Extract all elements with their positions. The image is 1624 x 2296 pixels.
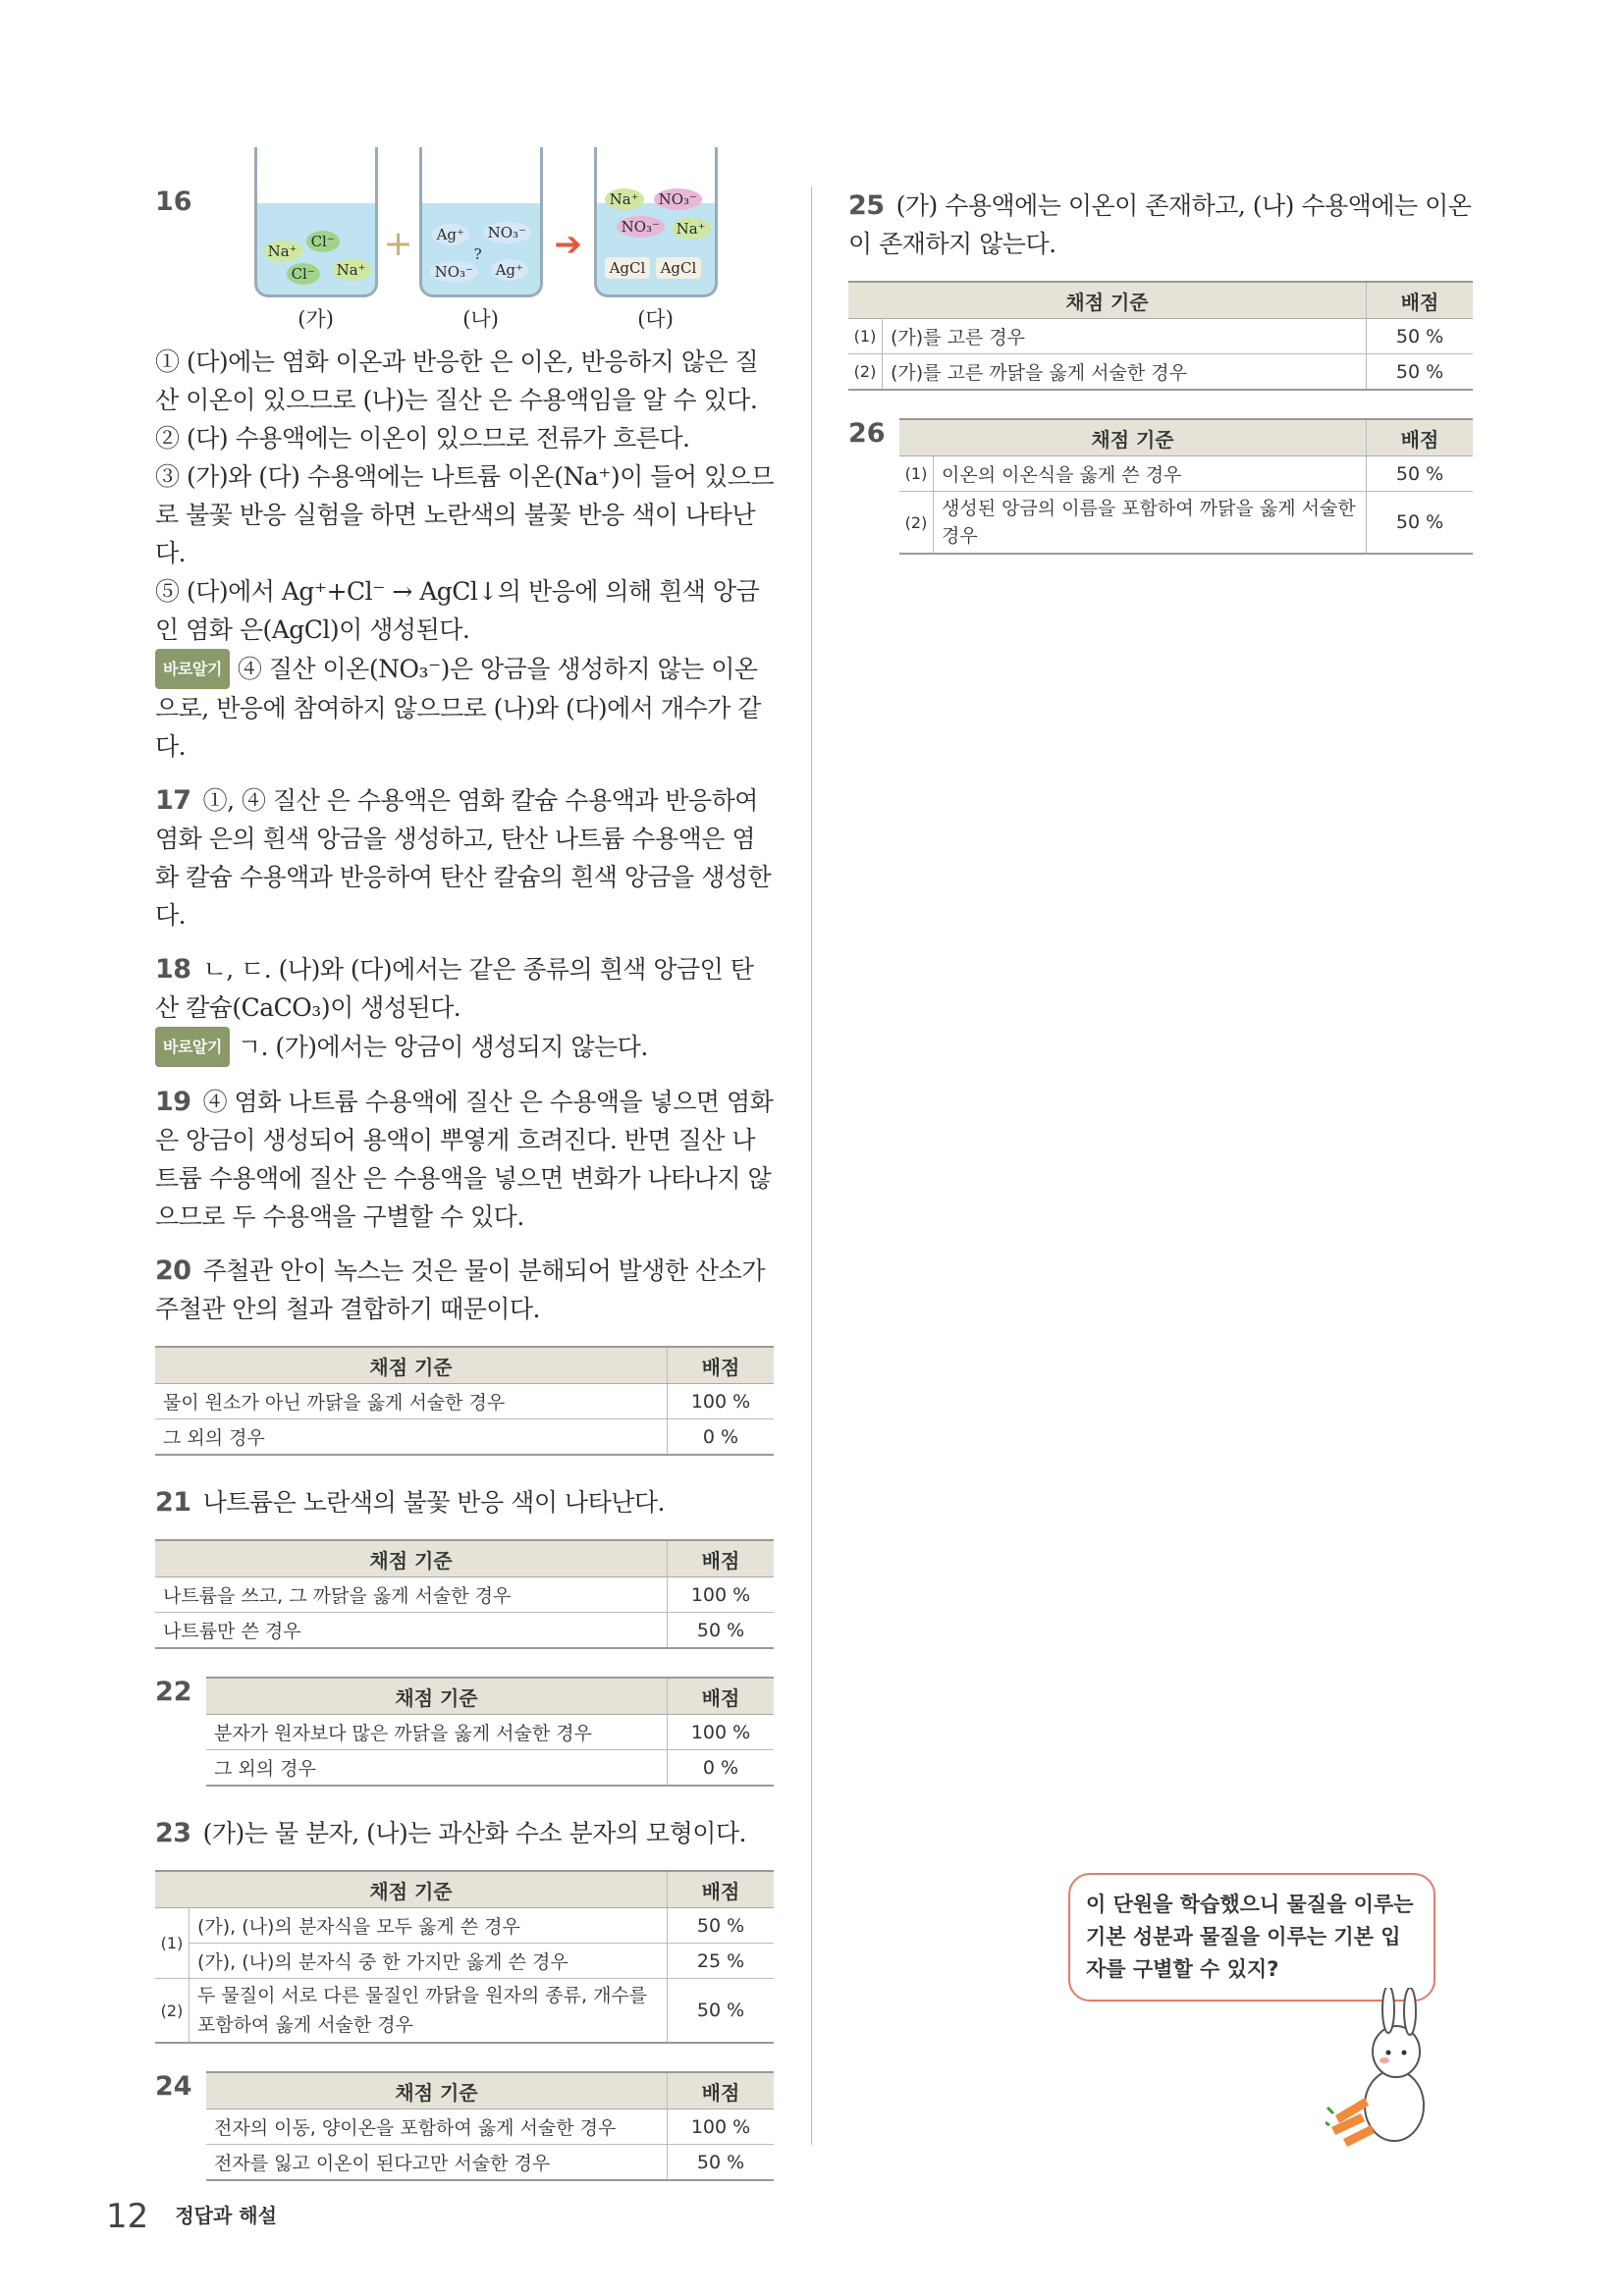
ion-label: Na⁺ — [263, 240, 302, 262]
question-24 — [155, 2071, 774, 2181]
answer-line: ① (다)에는 염화 이온과 반응한 은 이온, 반응하지 않은 질산 이온이 있으므로 (나)는 질산 은 수용액임을 알 수 있다. — [155, 347, 759, 414]
answer-text: ①, ④ 질산 은 수용액은 염화 칼슘 수용액과 반응하여 염화 은의 흰색 앙금을 생성하고, 탄산 나트륨 수용액은 염화 칼슘 수용액과 반응하여 탄산 칼슘의 흰색 앙금을 생성한다. — [155, 786, 772, 930]
table-row — [206, 1750, 774, 1787]
beaker-label: (다) — [637, 307, 674, 331]
ion-label: Cl⁻ — [306, 231, 340, 252]
answer-line: ② (다) 수용액에는 이온이 있으므로 전류가 흐른다. — [155, 424, 690, 453]
criteria-cell: 두 물질이 서로 다른 물질인 까닭을 원자의 종류, 개수를 포함하여 옳게 서술한 경우 — [189, 1979, 668, 2044]
question-20 — [155, 1252, 774, 1456]
sub-number: (2) — [155, 1979, 189, 2044]
ion-label: AgCl — [605, 257, 651, 279]
score-cell: 100 % — [668, 1384, 775, 1419]
correction-text: ④ 질산 이온(NO₃⁻)은 앙금을 생성하지 않는 이온으로, 반응에 참여하지 않으므로 (나)와 (다)에서 개수가 같다. — [155, 655, 761, 761]
table-row — [848, 354, 1473, 391]
question-17 — [155, 781, 774, 934]
answer-text: 나트륨은 노란색의 불꽃 반응 색이 나타난다. — [202, 1488, 665, 1517]
table-row — [206, 2109, 774, 2145]
right-column — [848, 187, 1473, 570]
table-row — [899, 492, 1473, 555]
question-16 — [155, 187, 774, 766]
answer-text: ④ 염화 나트륨 수용액에 질산 은 수용액을 넣으면 염화 은 앙금이 생성되어 용액이 뿌옇게 흐려진다. 반면 질산 나트륨 수용액에 질산 은 수용액을 넣으면 변화가 나타나지 않으므로 두 수용액을 구별할 수 있다. — [155, 1088, 774, 1231]
score-cell: 100 % — [668, 2109, 775, 2145]
question-26 — [848, 418, 1473, 555]
question-number: 19 — [155, 1087, 191, 1117]
question-number: 24 — [155, 2071, 192, 2102]
correction-tag: 바로알기 — [155, 649, 230, 689]
criteria-cell: (가), (나)의 분자식 중 한 가지만 옳게 쓴 경우 — [189, 1944, 668, 1979]
beaker-da — [593, 147, 719, 333]
speech-bubble: 이 단원을 학습했으니 물질을 이루는 기본 성분과 물질을 이루는 기본 입자를 구별할 수 있지? — [1068, 1873, 1435, 2002]
scoring-table — [899, 418, 1473, 555]
ion-label: NO₃⁻ — [483, 222, 531, 243]
ion-label: NO₃⁻ — [617, 216, 665, 238]
table-row — [155, 1419, 774, 1456]
ion-label: Na⁺ — [672, 218, 711, 240]
beaker-diagram — [253, 147, 719, 333]
score-cell: 50 % — [668, 1908, 775, 1944]
score-cell: 50 % — [668, 2145, 775, 2181]
criteria-cell: (가)를 고른 경우 — [883, 319, 1367, 354]
ion-label: AgCl — [656, 257, 702, 279]
page-number: 12 — [106, 2197, 149, 2236]
arrow-right-icon: ➔ — [554, 225, 582, 264]
criteria-cell: 물이 원소가 아닌 까닭을 옳게 서술한 경우 — [155, 1384, 668, 1419]
ion-label: Ag⁺ — [432, 224, 469, 245]
plus-icon: + — [383, 224, 413, 264]
question-number: 16 — [155, 187, 192, 217]
table-row — [155, 1384, 774, 1419]
score-cell: 0 % — [668, 1750, 775, 1787]
beaker-label: (나) — [462, 307, 499, 331]
ion-label: NO₃⁻ — [654, 188, 702, 210]
question-number: 20 — [155, 1255, 191, 1286]
criteria-cell: (가), (나)의 분자식을 모두 옳게 쓴 경우 — [189, 1908, 668, 1944]
correction-text: ㄱ. (가)에서는 앙금이 생성되지 않는다. — [237, 1033, 648, 1061]
table-header: 배점 — [668, 1678, 775, 1715]
criteria-cell: 전자를 잃고 이온이 된다고만 서술한 경우 — [206, 2145, 668, 2181]
score-cell: 50 % — [668, 1613, 775, 1649]
scoring-table — [155, 1539, 774, 1649]
ion-label: Na⁺ — [332, 259, 371, 281]
criteria-cell: (가)를 고른 까닭을 옳게 서술한 경우 — [883, 354, 1367, 391]
question-23 — [155, 1814, 774, 2044]
ion-label: ? — [473, 245, 482, 263]
scoring-table — [848, 281, 1473, 391]
question-number: 23 — [155, 1818, 191, 1848]
sub-number: (1) — [899, 456, 934, 492]
score-cell: 25 % — [668, 1944, 775, 1979]
criteria-cell: 분자가 원자보다 많은 까닭을 옳게 서술한 경우 — [206, 1715, 668, 1750]
sub-number: (1) — [155, 1908, 189, 1979]
answer-text: 주철관 안이 녹스는 것은 물이 분해되어 발생한 산소가 주철관 안의 철과 결합하기 때문이다. — [155, 1256, 766, 1323]
score-cell: 50 % — [1367, 354, 1474, 391]
score-cell: 100 % — [668, 1715, 775, 1750]
score-cell: 100 % — [668, 1577, 775, 1613]
beaker-label: (가) — [298, 307, 334, 331]
answer-text: (가) 수용액에는 이온이 존재하고, (나) 수용액에는 이온이 존재하지 않는다. — [848, 191, 1472, 258]
question-number: 22 — [155, 1677, 192, 1707]
score-cell: 50 % — [668, 1979, 775, 2044]
score-cell: 50 % — [1367, 456, 1474, 492]
table-header: 채점 기준 — [155, 1347, 668, 1384]
question-number: 17 — [155, 785, 191, 816]
criteria-cell: 그 외의 경우 — [206, 1750, 668, 1787]
criteria-cell: 생성된 앙금의 이름을 포함하여 까닭을 옳게 서술한 경우 — [934, 492, 1367, 555]
sub-number: (1) — [848, 319, 883, 354]
ion-label: Cl⁻ — [287, 263, 320, 285]
table-header: 배점 — [1367, 419, 1474, 456]
correction-tag: 바로알기 — [155, 1027, 230, 1067]
answer-text: (가)는 물 분자, (나)는 과산화 수소 분자의 모형이다. — [202, 1819, 746, 1847]
table-row — [155, 1577, 774, 1613]
left-column — [155, 187, 774, 2197]
table-header: 채점 기준 — [206, 1678, 668, 1715]
table-row — [206, 2145, 774, 2181]
beaker-ga — [253, 147, 379, 333]
criteria-cell: 이온의 이온식을 옳게 쓴 경우 — [934, 456, 1367, 492]
scoring-table — [206, 2071, 774, 2181]
answer-line: ⑤ (다)에서 Ag⁺+Cl⁻ → AgCl↓의 반응에 의해 흰색 앙금인 염화 은(AgCl)이 생성된다. — [155, 577, 760, 644]
score-cell: 50 % — [1367, 319, 1474, 354]
criteria-cell: 나트륨만 쓴 경우 — [155, 1613, 668, 1649]
question-21 — [155, 1483, 774, 1649]
answer-text: ㄴ, ㄷ. (나)와 (다)에서는 같은 종류의 흰색 앙금인 탄산 칼슘(CaCO₃)이 생성된다. — [155, 955, 754, 1022]
column-divider — [811, 187, 812, 2145]
ion-label: NO₃⁻ — [430, 261, 478, 283]
table-header: 채점 기준 — [899, 419, 1367, 456]
criteria-cell: 나트륨을 쓰고, 그 까닭을 옳게 서술한 경우 — [155, 1577, 668, 1613]
table-row — [155, 1613, 774, 1649]
question-25 — [848, 187, 1473, 391]
rabbit-mascot-icon — [1326, 1988, 1483, 2155]
table-row — [155, 1908, 774, 1944]
answer-line: ③ (가)와 (다) 수용액에는 나트륨 이온(Na⁺)이 들어 있으므로 불꽃 반응 실험을 하면 노란색의 불꽃 반응 색이 나타난다. — [155, 462, 774, 567]
question-number: 18 — [155, 954, 191, 985]
question-number: 21 — [155, 1487, 191, 1518]
scoring-table — [206, 1677, 774, 1787]
table-header: 배점 — [668, 1871, 775, 1908]
question-22 — [155, 1677, 774, 1787]
question-18 — [155, 950, 774, 1067]
table-row — [899, 456, 1473, 492]
page-footer — [106, 2197, 277, 2236]
table-row — [206, 1715, 774, 1750]
criteria-cell: 전자의 이동, 양이온을 포함하여 옳게 서술한 경우 — [206, 2109, 668, 2145]
beaker-na — [418, 147, 544, 333]
table-header: 배점 — [668, 1540, 775, 1577]
ion-label: Na⁺ — [605, 188, 644, 210]
footer-label: 정답과 해설 — [175, 2204, 277, 2227]
table-header: 채점 기준 — [155, 1540, 668, 1577]
table-header: 채점 기준 — [206, 2072, 668, 2109]
score-cell: 0 % — [668, 1419, 775, 1456]
score-cell: 50 % — [1367, 492, 1474, 555]
table-header: 배점 — [1367, 282, 1474, 319]
scoring-table — [155, 1346, 774, 1456]
question-number: 26 — [848, 418, 886, 449]
sub-number: (2) — [899, 492, 934, 555]
criteria-cell: 그 외의 경우 — [155, 1419, 668, 1456]
table-header: 배점 — [668, 2072, 775, 2109]
question-19 — [155, 1083, 774, 1236]
table-row — [155, 1944, 774, 1979]
table-row — [848, 319, 1473, 354]
table-header: 채점 기준 — [155, 1871, 668, 1908]
sub-number: (2) — [848, 354, 883, 391]
table-header: 채점 기준 — [848, 282, 1367, 319]
table-row — [155, 1979, 774, 2044]
ion-label: Ag⁺ — [491, 259, 528, 281]
table-header: 배점 — [668, 1347, 775, 1384]
scoring-table — [155, 1870, 774, 2044]
question-number: 25 — [848, 190, 885, 221]
